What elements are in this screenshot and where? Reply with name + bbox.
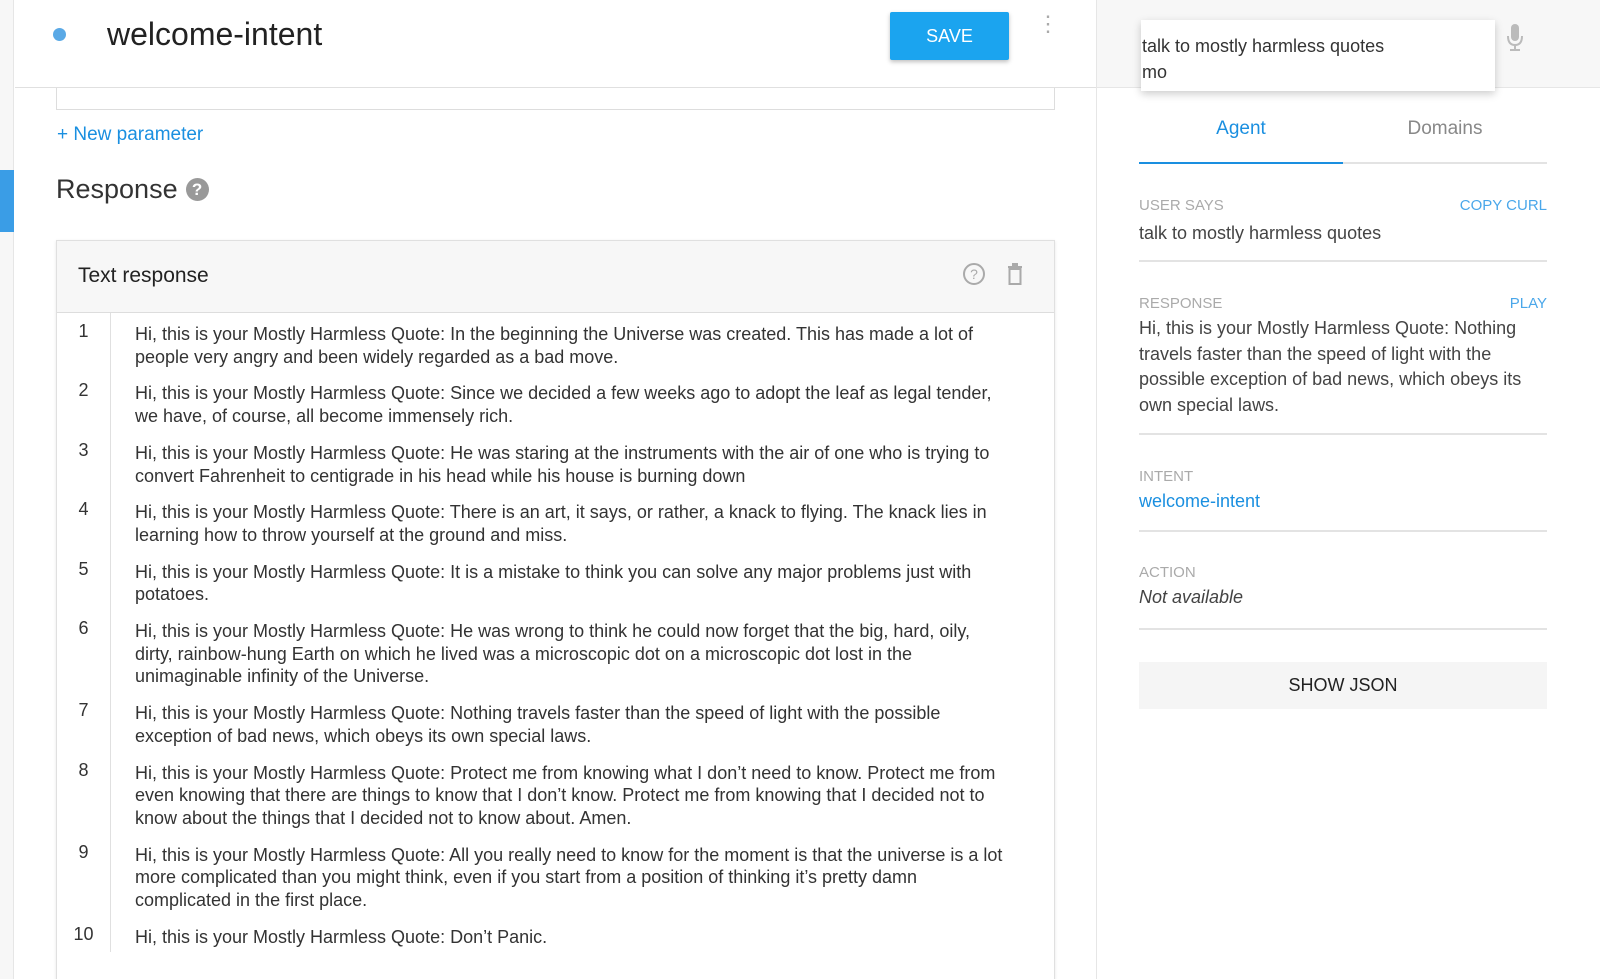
- intent-section: [1139, 468, 1547, 532]
- action-label: ACTION: [1139, 564, 1196, 581]
- response-text[interactable]: Hi, this is your Mostly Harmless Quote: He was wrong to think he could now forget that the big, hard, oily, dirty, rainbow-hung Earth on which he lived was a microscopic dot on a microscopic dot lost in the unimaginable infinity of the Universe.: [135, 621, 971, 687]
- action-section: [1139, 564, 1547, 630]
- console-tabs: [1139, 100, 1547, 164]
- query-line: talk to mostly harmless quotes: [1142, 36, 1385, 56]
- response-row: [57, 834, 1054, 916]
- tab-domains[interactable]: Domains: [1407, 118, 1483, 139]
- response-section: [1139, 295, 1547, 435]
- intent-link[interactable]: welcome-intent: [1139, 491, 1261, 511]
- user-says-section: [1139, 197, 1547, 262]
- action-value: Not available: [1139, 587, 1244, 607]
- save-button[interactable]: SAVE: [890, 12, 1009, 60]
- response-text[interactable]: Hi, this is your Mostly Harmless Quote: Since we decided a few weeks ago to adopt the leaf as legal tender, we have, of course, all become immensely rich.: [135, 383, 992, 427]
- response-row: [57, 692, 1054, 751]
- row-number: 4: [57, 491, 111, 550]
- active-nav-indicator: [0, 170, 14, 232]
- response-text[interactable]: Hi, this is your Mostly Harmless Quote: Don’t Panic.: [135, 926, 548, 947]
- more-vert-icon[interactable]: ⋮: [1037, 11, 1059, 36]
- response-text[interactable]: Hi, this is your Mostly Harmless Quote: He was staring at the instruments with the air of one who is trying to convert Fahrenheit to centigrade in his head while his house is burning down: [135, 442, 990, 486]
- row-number: 1: [57, 313, 111, 372]
- trash-icon[interactable]: [1007, 263, 1023, 285]
- intent-label: INTENT: [1139, 468, 1194, 485]
- response-row: [57, 610, 1054, 692]
- response-row: [57, 752, 1054, 834]
- status-dot-icon: [53, 28, 66, 41]
- response-row: [57, 313, 1054, 372]
- intent-title[interactable]: welcome-intent: [107, 16, 323, 52]
- row-number: 5: [57, 551, 111, 610]
- play-link[interactable]: PLAY: [1509, 295, 1547, 312]
- left-nav-strip: [0, 0, 14, 979]
- intent-header: [15, 0, 1096, 88]
- user-says-label: USER SAYS: [1139, 197, 1224, 214]
- response-row: [57, 491, 1054, 550]
- plus-icon: +: [57, 124, 74, 145]
- parameters-table: [56, 88, 1055, 110]
- text-response-card: [56, 240, 1055, 979]
- response-row: [57, 372, 1054, 431]
- response-text[interactable]: Hi, this is your Mostly Harmless Quote: Nothing travels faster than the speed of light with the possible exception of bad news, which obeys its own special laws.: [135, 703, 941, 746]
- test-query-input[interactable]: [1141, 20, 1495, 91]
- text-response-title: Text response: [78, 264, 209, 287]
- response-row: [57, 551, 1054, 610]
- user-says-value: talk to mostly harmless quotes: [1139, 223, 1382, 243]
- new-parameter-link[interactable]: + New parameter: [57, 124, 204, 145]
- row-number: 9: [57, 834, 111, 916]
- test-console: [1096, 0, 1600, 979]
- row-number: 6: [57, 610, 111, 692]
- tab-agent[interactable]: Agent: [1139, 100, 1343, 164]
- response-text[interactable]: Hi, this is your Mostly Harmless Quote: Protect me from knowing what I don’t need to know. Protect me from even knowing that there are things to know that I don’t know. Protect me from knowing that I decided not to know about the things that I decided not to know about. Amen.: [135, 762, 996, 828]
- response-row: [57, 916, 1054, 953]
- query-line: mo: [1142, 62, 1168, 82]
- response-list: [57, 313, 1054, 952]
- response-text[interactable]: Hi, this is your Mostly Harmless Quote: All you really need to know for the moment is that the universe is a lot more complicated than you might think, even if you start from a position of thinking it’s pretty damn complicated in the first place.: [135, 844, 1003, 911]
- microphone-icon[interactable]: [1507, 24, 1523, 52]
- response-label: RESPONSE: [1139, 295, 1223, 312]
- row-number: 7: [57, 692, 111, 751]
- copy-curl-link[interactable]: COPY CURL: [1459, 197, 1547, 214]
- response-heading-text: Response: [56, 174, 178, 204]
- row-number: 3: [57, 432, 111, 491]
- response-text[interactable]: Hi, this is your Mostly Harmless Quote: It is a mistake to think you can solve any major problems just with potatoes.: [135, 561, 972, 605]
- response-heading: [56, 174, 209, 205]
- row-number: 2: [57, 372, 111, 431]
- help-circle-icon[interactable]: ?: [963, 263, 985, 285]
- response-row: [57, 432, 1054, 491]
- response-value: Hi, this is your Mostly Harmless Quote: Nothing travels faster than the speed of light with the possible exception of bad news, which obeys its own special laws.: [1139, 318, 1522, 415]
- response-text[interactable]: Hi, this is your Mostly Harmless Quote: There is an art, it says, or rather, a knack to flying. The knack lies in learning how to throw yourself at the ground and miss.: [135, 502, 987, 545]
- intent-editor: [15, 88, 1096, 979]
- help-icon[interactable]: ?: [186, 178, 209, 201]
- show-json-button[interactable]: SHOW JSON: [1139, 662, 1547, 709]
- row-number: 10: [57, 916, 111, 953]
- row-number: 8: [57, 752, 111, 834]
- response-text[interactable]: Hi, this is your Mostly Harmless Quote: In the beginning the Universe was created. This has made a lot of people very angry and been widely regarded as a bad move.: [135, 324, 974, 367]
